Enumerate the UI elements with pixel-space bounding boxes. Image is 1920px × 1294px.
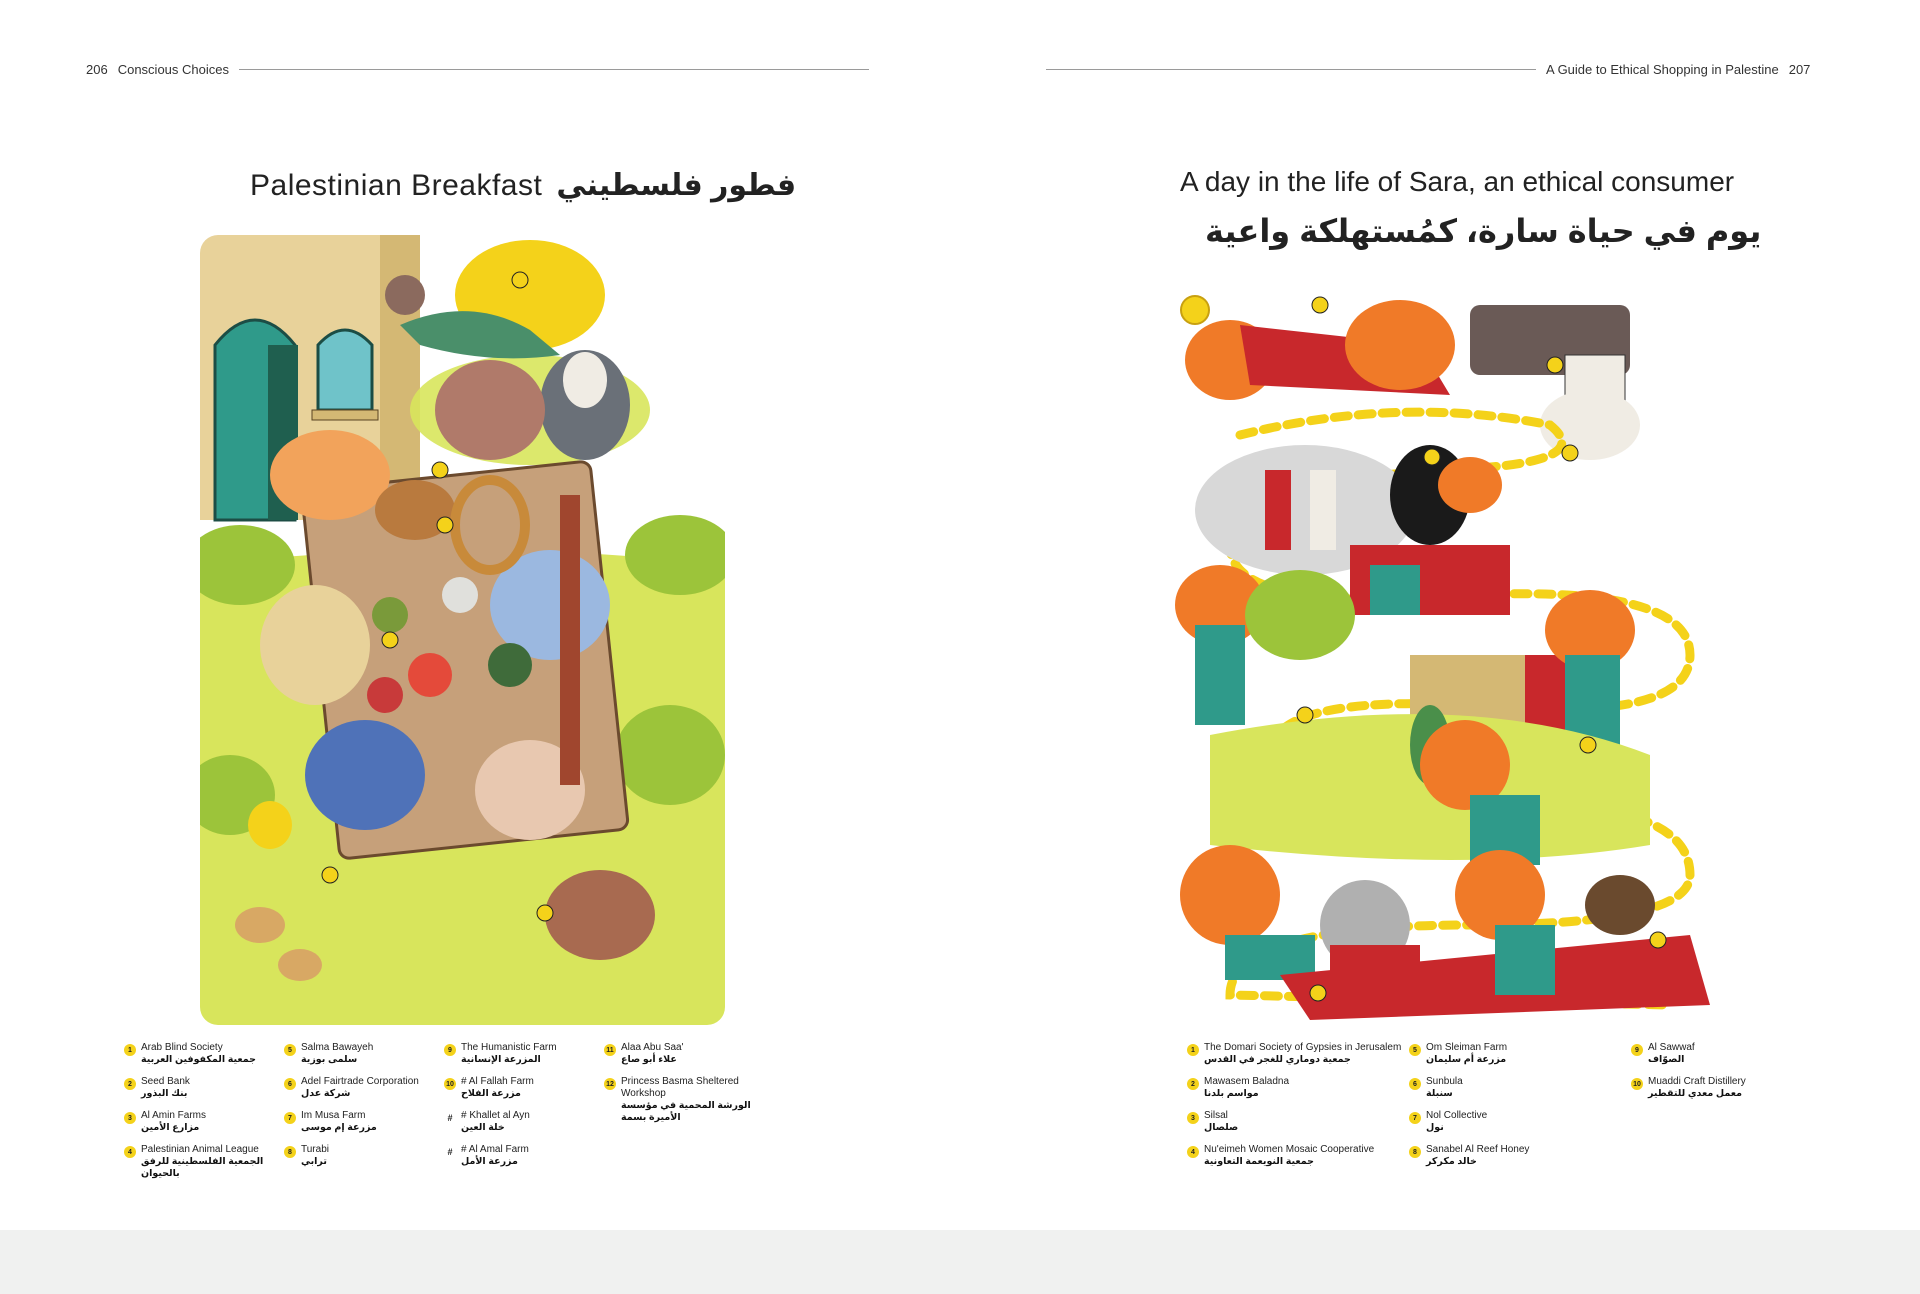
legend-name-ar: الصوّاف [1648,1054,1685,1065]
legend-name-ar: مواسم بلدنا [1204,1088,1259,1099]
marker-badge: # [447,1113,453,1123]
legend-item [124,1076,284,1107]
marker-badge: 3 [1187,1112,1199,1124]
legend-item [1631,1042,1781,1073]
right-page-number: 207 [1788,62,1811,77]
marker-badge: 4 [1187,1146,1199,1158]
sara-legend [1187,1042,1781,1175]
legend-item [444,1110,604,1141]
legend-name-en: Im Musa Farm [301,1110,366,1121]
legend-name-ar: خلة العين [461,1122,505,1133]
legend-item [284,1076,444,1107]
legend-name-en: The Humanistic Farm [461,1042,557,1053]
legend-name-en: Palestinian Animal League [141,1144,259,1155]
legend-item [284,1042,444,1073]
legend-name-en: Nol Collective [1426,1110,1488,1121]
legend-item [1409,1144,1631,1175]
legend-name-ar: شركة عدل [301,1088,351,1099]
marker-badge: 6 [284,1078,296,1090]
legend-name-en: Seed Bank [141,1076,190,1087]
sara-title-en: A day in the life of Sara, an ethical consumer [1180,166,1735,197]
legend-name-en: Sanabel Al Reef Honey [1426,1144,1530,1155]
legend-name-en: Sunbula [1426,1076,1463,1087]
legend-name-ar: سنبلة [1426,1088,1453,1099]
legend-name-en: Arab Blind Society [141,1042,223,1053]
legend-name-ar: جمعية دوماري للغجر في القدس [1204,1054,1351,1065]
legend-item [444,1042,604,1073]
legend-name-ar: ترابي [301,1156,327,1167]
legend-item [284,1110,444,1141]
breakfast-title-en: Palestinian Breakfast [250,169,543,202]
legend-item [124,1042,284,1073]
marker-badge: 2 [124,1078,136,1090]
sara-title-ar: يوم في حياة سارة، كمُستهلكة واعية [1205,213,1762,249]
legend-name-ar: معمل معدي للتقطير [1648,1088,1743,1099]
legend-name-en: Al Amin Farms [141,1110,207,1121]
marker-badge: 7 [284,1112,296,1124]
header-rule [1046,69,1536,70]
left-running-head [86,62,869,77]
marker-badge: 11 [604,1044,616,1056]
marker-badge: 5 [284,1044,296,1056]
legend-name-en: Alaa Abu Saa' [621,1042,684,1053]
marker-badge: 8 [1409,1146,1421,1158]
legend-name-ar: سلمى بوزية [301,1054,358,1065]
breakfast-title [250,168,796,203]
legend-name-ar: نول [1426,1122,1444,1133]
right-running-title: A Guide to Ethical Shopping in Palestine [1546,62,1779,77]
left-page-number: 206 [86,62,108,77]
marker-badge: 1 [1187,1044,1199,1056]
sara-day-illustration [1170,285,1725,1030]
legend-item [1187,1144,1409,1175]
legend-item [444,1076,604,1107]
legend-item [124,1144,284,1180]
legend-name-ar: مزارع الأمين [141,1122,200,1133]
legend-name-en: The Domari Society of Gypsies in Jerusalem [1204,1042,1402,1053]
legend-item [1187,1110,1409,1141]
legend-column [284,1042,444,1180]
header-rule [239,69,869,70]
legend-name-ar: جمعية المكفوفين العربية [141,1054,256,1065]
legend-name-en: Nu'eimeh Women Mosaic Cooperative [1204,1144,1375,1155]
legend-item [284,1144,444,1175]
legend-name-ar: صلصال [1204,1122,1239,1133]
legend-name-ar: مزرعة الأمل [461,1156,518,1167]
legend-name-ar: مزرعة إم موسى [301,1122,377,1133]
marker-badge: # [447,1147,453,1157]
legend-name-ar: المزرعة الإنسانية [461,1054,541,1065]
marker-badge: 9 [1631,1044,1643,1056]
legend-name-ar: مزرعة الفلاح [461,1088,521,1099]
right-running-head [1046,62,1810,77]
legend-column [604,1042,764,1180]
legend-name-en: # Al Fallah Farm [461,1076,534,1087]
breakfast-illustration [200,235,725,1025]
marker-badge: 10 [1631,1078,1643,1090]
legend-column [444,1042,604,1180]
marker-badge: 1 [124,1044,136,1056]
legend-name-ar: جمعية النويعمة التعاونية [1204,1156,1314,1167]
marker-badge: 2 [1187,1078,1199,1090]
legend-column [1187,1042,1409,1175]
legend-name-ar: بنك البذور [141,1088,188,1099]
legend-item [604,1076,764,1124]
breakfast-legend [124,1042,764,1180]
legend-name-en: Princess Basma Sheltered Workshop [621,1076,739,1099]
left-page [0,0,960,1230]
legend-name-ar: خالد مكركر [1426,1156,1477,1167]
legend-name-ar: علاء أبو صاع [621,1054,677,1065]
legend-name-ar: الجمعية الفلسطينية للرفق بالحيوان [141,1156,264,1179]
marker-badge: 10 [444,1078,456,1090]
legend-column [1631,1042,1781,1175]
legend-name-en: Turabi [301,1144,329,1155]
marker-badge: 8 [284,1146,296,1158]
legend-name-en: # Al Amal Farm [461,1144,529,1155]
legend-name-en: Salma Bawayeh [301,1042,374,1053]
legend-name-en: Adel Fairtrade Corporation [301,1076,419,1087]
legend-item [124,1110,284,1141]
legend-item [444,1144,604,1175]
legend-column [124,1042,284,1180]
marker-badge: 3 [124,1112,136,1124]
marker-badge: 7 [1409,1112,1421,1124]
legend-item [1409,1110,1631,1141]
breakfast-title-ar: فطور فلسطيني [556,169,797,202]
legend-name-en: Om Sleiman Farm [1426,1042,1508,1053]
right-page [960,0,1920,1230]
marker-badge: 12 [604,1078,616,1090]
legend-item [1409,1042,1631,1073]
marker-badge: 6 [1409,1078,1421,1090]
marker-badge: 9 [444,1044,456,1056]
legend-name-en: # Khallet al Ayn [461,1110,530,1121]
legend-name-ar: مزرعة أم سليمان [1426,1054,1507,1065]
legend-item [1409,1076,1631,1107]
marker-badge: 4 [124,1146,136,1158]
legend-column [1409,1042,1631,1175]
legend-name-ar: الورشة المحمية في مؤسسة الأميرة بسمة [621,1100,751,1123]
legend-item [604,1042,764,1073]
legend-item [1631,1076,1781,1107]
legend-name-en: Muaddi Craft Distillery [1648,1076,1746,1087]
legend-item [1187,1076,1409,1107]
legend-item [1187,1042,1409,1073]
left-running-title: Conscious Choices [117,62,229,77]
legend-name-en: Silsal [1204,1110,1228,1121]
legend-name-en: Al Sawwaf [1648,1042,1695,1053]
marker-badge: 5 [1409,1044,1421,1056]
legend-name-en: Mawasem Baladna [1204,1076,1290,1087]
